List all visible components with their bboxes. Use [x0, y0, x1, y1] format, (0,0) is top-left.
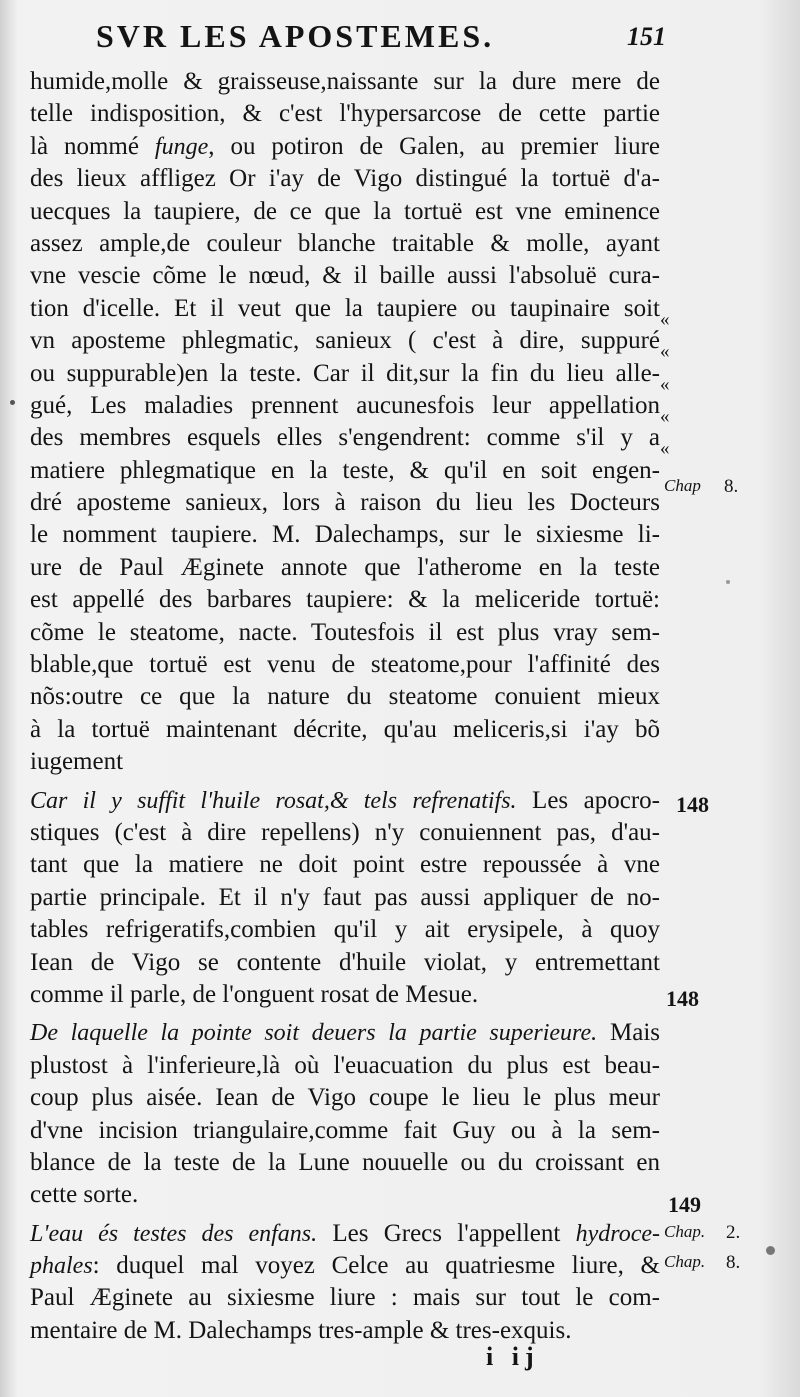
ink-speck: [766, 1246, 775, 1255]
margin-reference-number: 148: [676, 792, 709, 817]
text-line: [30, 849, 660, 881]
text-span: Paul Æginete au sixiesme liure : mais sur tout le com-: [30, 1284, 660, 1312]
text-span: ou suppurable)en la teste. Car il dit,sur la fin du lieu alle-: [30, 359, 660, 387]
text-line: [30, 228, 660, 260]
text-line: [30, 1179, 660, 1211]
text-span: ure de Paul Æginete annote que l'atherome en la teste: [30, 553, 660, 581]
text-span: blance de la teste de la Lune nouuelle ou du croissant en: [30, 1148, 660, 1176]
text-span: mentaire de M. Dalechamps tres-ample & tres-exquis.: [30, 1316, 572, 1344]
text-line: [30, 1282, 660, 1314]
margin-quote-mark: «: [660, 374, 670, 395]
text-span: des membres esquels elles s'engendrent: comme s'il y a: [30, 424, 660, 452]
text-span: Les Grecs l'appellent: [317, 1219, 576, 1247]
signature-mark: i ij: [486, 1342, 540, 1371]
text-span: Iean de Vigo se contente d'huile violat, y entremettant: [30, 948, 660, 976]
margin-quote-mark: «: [660, 406, 670, 427]
text-line: [30, 455, 660, 487]
page-number: 151: [627, 22, 666, 51]
text-span: comme il parle, de l'onguent rosat de Mesue.: [30, 980, 479, 1008]
text-span: tant que la matiere ne doit point estre repoussée à vne: [30, 851, 660, 879]
text-span: vn aposteme phlegmatic, sanieux ( c'est à dire, suppuré: [30, 327, 660, 355]
margin-reference-number: 148: [666, 986, 699, 1011]
italic-lemma: L'eau és testes des enfans.: [30, 1220, 318, 1247]
ink-speck: [10, 400, 15, 405]
text-span: est appellé des barbares taupiere: & la meliceride tortuë:: [30, 586, 660, 614]
text-span: : duquel mal voyez Celce au quatriesme liure, &: [92, 1252, 660, 1280]
italic-lemma: funge: [154, 133, 209, 160]
text-span: tion d'icelle. Et il veut que la taupiere ou taupinaire soit: [30, 294, 660, 322]
text-span: partie principale. Et il n'y faut pas aussi appliquer de no-: [30, 883, 660, 911]
text-span: humide,molle & graisseuse,naissante sur la dure mere de: [30, 68, 660, 95]
text-span: là nommé: [30, 132, 155, 160]
text-line: [30, 914, 660, 946]
page-header: [96, 18, 666, 62]
text-span: vne vescie cõme le nœud, & il baille aussi l'absoluë cura-: [30, 262, 660, 290]
italic-lemma: De laquelle la pointe soit deuers la partie superieure.: [30, 1020, 598, 1047]
text-line: [30, 785, 660, 817]
text-span: matiere phlegmatique en la teste, & qu'il en soit engen-: [30, 456, 660, 484]
ink-speck: [726, 580, 730, 584]
text-line: [30, 1050, 660, 1082]
text-line: [30, 584, 660, 616]
text-span: nõs:outre ce que la nature du steatome conuient mieux: [30, 683, 660, 711]
italic-lemma: phales: [30, 1253, 93, 1280]
text-line: [30, 1147, 660, 1179]
italic-lemma: Car il y suffit l'huile rosat,& tels refrenatifs.: [30, 787, 517, 814]
text-span: Mais: [597, 1019, 661, 1047]
text-line: [30, 358, 660, 390]
text-span: cette sorte.: [30, 1181, 139, 1209]
text-span: blable,que tortuë est venu de steatome,pour l'affinité des: [30, 651, 660, 679]
text-line: [30, 979, 660, 1011]
text-span: , ou potiron de Galen, au premier liure: [208, 132, 660, 160]
text-line: [30, 293, 660, 325]
text-line: [30, 817, 660, 849]
text-span: uecques la taupiere, de ce que la tortuë est vne eminence: [30, 197, 660, 225]
margin-chapter-label: Chap.: [664, 1222, 706, 1241]
text-span: plustost à l'inferieure,là où l'euacuation du plus est beau-: [30, 1051, 660, 1079]
margin-reference-number: 149: [668, 1192, 701, 1217]
italic-lemma: hydroce-: [575, 1220, 660, 1247]
text-line: [30, 325, 660, 357]
main-text-block: [30, 66, 660, 1347]
margin-chapter-number: 8.: [724, 476, 739, 497]
text-line: [30, 260, 660, 292]
text-line: [30, 487, 660, 519]
text-span: coup plus aisée. Iean de Vigo coupe le lieu le plus meur: [30, 1084, 660, 1112]
text-span: des lieux affligez Or i'ay de Vigo distingué la tortuë d'a-: [30, 165, 660, 193]
running-title: SVR LES APOSTEMES.: [96, 18, 495, 54]
text-span: gué, Les maladies prennent aucunesfois leur appellation: [30, 391, 660, 419]
text-line: [30, 947, 660, 979]
text-line: [30, 552, 660, 584]
text-line: [30, 1218, 660, 1250]
text-line: [30, 1082, 660, 1114]
text-line: [30, 1315, 660, 1347]
text-line: [30, 196, 660, 228]
text-line: [30, 390, 660, 422]
margin-chapter-number: 8.: [726, 1252, 741, 1273]
text-span: Les apocro-: [516, 786, 660, 814]
text-line: [30, 681, 660, 713]
margin-quote-mark: «: [660, 341, 670, 362]
text-line: [30, 714, 660, 746]
text-line: [30, 519, 660, 551]
text-span: cõme le steatome, nacte. Toutesfois il est plus vray sem-: [30, 618, 660, 646]
margin-chapter-label: Chap.: [664, 1252, 706, 1271]
text-span: le nomment taupiere. M. Dalechamps, sur le sixiesme li-: [30, 521, 660, 549]
text-span: à la tortuë maintenant décrite, qu'au meliceris,si i'ay bõ: [30, 715, 660, 743]
text-line: [30, 649, 660, 681]
text-span: dré aposteme sanieux, lors à raison du lieu les Docteurs: [30, 489, 660, 517]
text-line: [30, 66, 660, 98]
margin-quote-mark: «: [660, 438, 670, 459]
text-line: [30, 1250, 660, 1282]
text-line: [30, 746, 660, 778]
text-line: [30, 617, 660, 649]
text-line: [30, 163, 660, 195]
text-line: [30, 1115, 660, 1147]
text-line: [30, 882, 660, 914]
text-span: stiques (c'est à dire repellens) n'y conuiennent pas, d'au-: [30, 818, 660, 846]
text-span: assez ample,de couleur blanche traitable & molle, ayant: [30, 229, 660, 257]
text-line: [30, 1017, 660, 1049]
margin-quote-mark: «: [660, 309, 670, 330]
margin-chapter-label: Chap: [664, 476, 701, 495]
text-line: [30, 98, 660, 130]
text-line: [30, 131, 660, 163]
text-span: iugement: [30, 748, 124, 776]
margin-chapter-number: 2.: [726, 1222, 741, 1243]
text-line: [30, 422, 660, 454]
text-span: d'vne incision triangulaire,comme fait Guy ou à la sem-: [30, 1116, 660, 1144]
text-span: tables refrigeratifs,combien qu'il y ait erysipele, à quoy: [30, 916, 660, 944]
text-span: telle indisposition, & c'est l'hypersarcose de cette partie: [30, 100, 660, 128]
